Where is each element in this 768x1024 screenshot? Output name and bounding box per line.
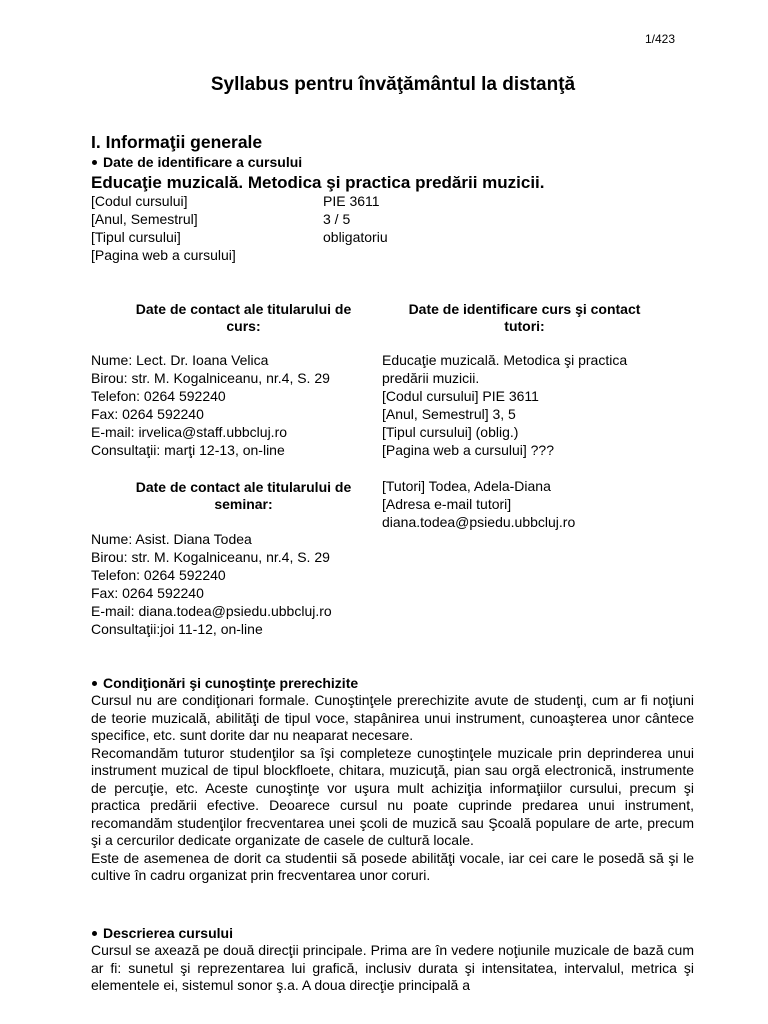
seminar-heading-line2: seminar: [214,496,273,512]
descriere-body [91,942,694,995]
course-info-table [91,192,388,264]
tutori-line: [Anul, Semestrul] 3, 5 [382,406,516,422]
tutori-line: [Tipul cursului] (oblig.) [382,424,519,440]
seminar-heading-line1: Date de contact ale titularului de [135,479,352,495]
tutori-line: Educaţie muzicală. Metodica şi practica [382,352,628,368]
titular-heading [91,301,396,335]
conditionari-heading-text: Condiţionări şi cunoştinţe prerechizite [103,675,359,691]
info-value: PIE 3611 [323,193,380,209]
tutori-email: diana.todea@psiedu.ubbcluj.ro [382,514,576,530]
bullet-icon [92,681,97,686]
titular-contact [91,351,330,459]
seminar-contact [91,530,332,638]
info-row-web [91,246,388,264]
page-title: Syllabus pentru învăţământul la distanţă [210,74,576,95]
identification-heading-text: Date de identificare a cursului [103,154,303,170]
titular-consultations: Consultaţii: marţi 12-13, on-line [91,442,285,458]
tutori-heading-line1: Date de identificare curs şi contact [408,301,641,317]
tutori-heading [372,301,677,335]
tutori-line: predării muzicii. [382,370,480,386]
info-label: [Codul cursului] [91,193,188,209]
paragraph: Este de asemenea de dorit ca studentii să posede abilităţi vocale, iar cei care le posedă să şi le cultive în cadru organizat prin frecventarea unor coruri. [91,849,694,883]
info-label: [Pagina web a cursului] [91,247,236,263]
seminar-consultations: Consultaţii:joi 11-12, on-line [91,621,263,637]
conditionari-body [91,692,694,885]
seminar-phone: Telefon: 0264 592240 [91,567,226,583]
tutori-heading-line2: tutori: [504,318,545,334]
seminar-fax: Fax: 0264 592240 [91,585,204,601]
seminar-heading [91,479,396,513]
seminar-email: E-mail: diana.todea@psiedu.ubbcluj.ro [91,603,332,619]
titular-name: Nume: Lect. Dr. Ioana Velica [91,352,269,368]
titular-phone: Telefon: 0264 592240 [91,388,226,404]
seminar-office: Birou: str. M. Kogalniceanu, nr.4, S. 29 [91,549,330,565]
paragraph: Cursul se axează pe două direcţii principale. Prima are în vedere noţiunile muzicale de bază cum ar fi: sunetul şi reprezentarea lui grafică, inclusiv durata şi intensitatea, intervalul, metrica şi elementele ei, sistemul sonor ş.a. A doua direcţie principală a [91,942,694,993]
descriere-heading-text: Descrierea cursului [103,925,233,941]
bullet-icon [92,931,97,936]
seminar-name: Nume: Asist. Diana Todea [91,531,252,547]
tutori-course-info [382,351,627,459]
descriere-heading [91,925,233,941]
info-label: [Anul, Semestrul] [91,211,198,227]
info-value: obligatoriu [323,229,388,245]
paragraph: Cursul nu are condiţionari formale. Cunoştinţele prerechizite avute de studenţi, cum ar fi noţiuni de teorie muzicală, abilităţi de tipul voce, stapânirea unui instrument, cunoaşterea unor cântece specifice, etc. sunt dorite dar nu neaparat necesare. [91,692,694,743]
info-row-type [91,228,388,246]
tutori-line: [Codul cursului] PIE 3611 [382,388,539,404]
paragraph: Recomandăm tuturor studenţilor sa îşi completeze cunoştinţele muzicale prin deprinderea unui instrument muzical de tipul blockfloete, chitara, muzicuţă, pian sau orgă electronică, instrumente de percuţie, etc. Aceste cunoştinţe vor uşura mult achiziţia informaţiilor cursului, precum şi practica predării efective. Deoarece cursul nu poate cuprinde predarea unui instrument, recomandăm studenţilor frecventarea unei şcoli de muzică sau Şcoală populare de arte, precum şi a cercurilor dedicate organizate de casele de cultură locale. [91,744,694,848]
tutori-name: [Tutori] Todea, Adela-Diana [382,478,551,494]
identification-heading [91,154,302,170]
titular-email: E-mail: irvelica@staff.ubbcluj.ro [91,424,288,440]
info-value: 3 / 5 [323,211,351,227]
course-title: Educaţie muzicală. Metodica şi practica predării muzicii. [91,173,545,192]
conditionari-heading [91,675,358,691]
section-heading: I. Informaţii generale [91,132,263,152]
tutori-line: [Pagina web a cursului] ??? [382,442,554,458]
titular-fax: Fax: 0264 592240 [91,406,204,422]
tutori-email-label: [Adresa e-mail tutori] [382,496,512,512]
info-label: [Tipul cursului] [91,229,181,245]
bullet-icon [92,160,97,165]
titular-heading-line2: curs: [226,318,261,334]
page-number: 1/423 [644,32,675,46]
titular-office: Birou: str. M. Kogalniceanu, nr.4, S. 29 [91,370,330,386]
titular-heading-line1: Date de contact ale titularului de [135,301,352,317]
info-row-code [91,192,388,210]
info-row-year [91,210,388,228]
tutori-contact [382,477,575,531]
